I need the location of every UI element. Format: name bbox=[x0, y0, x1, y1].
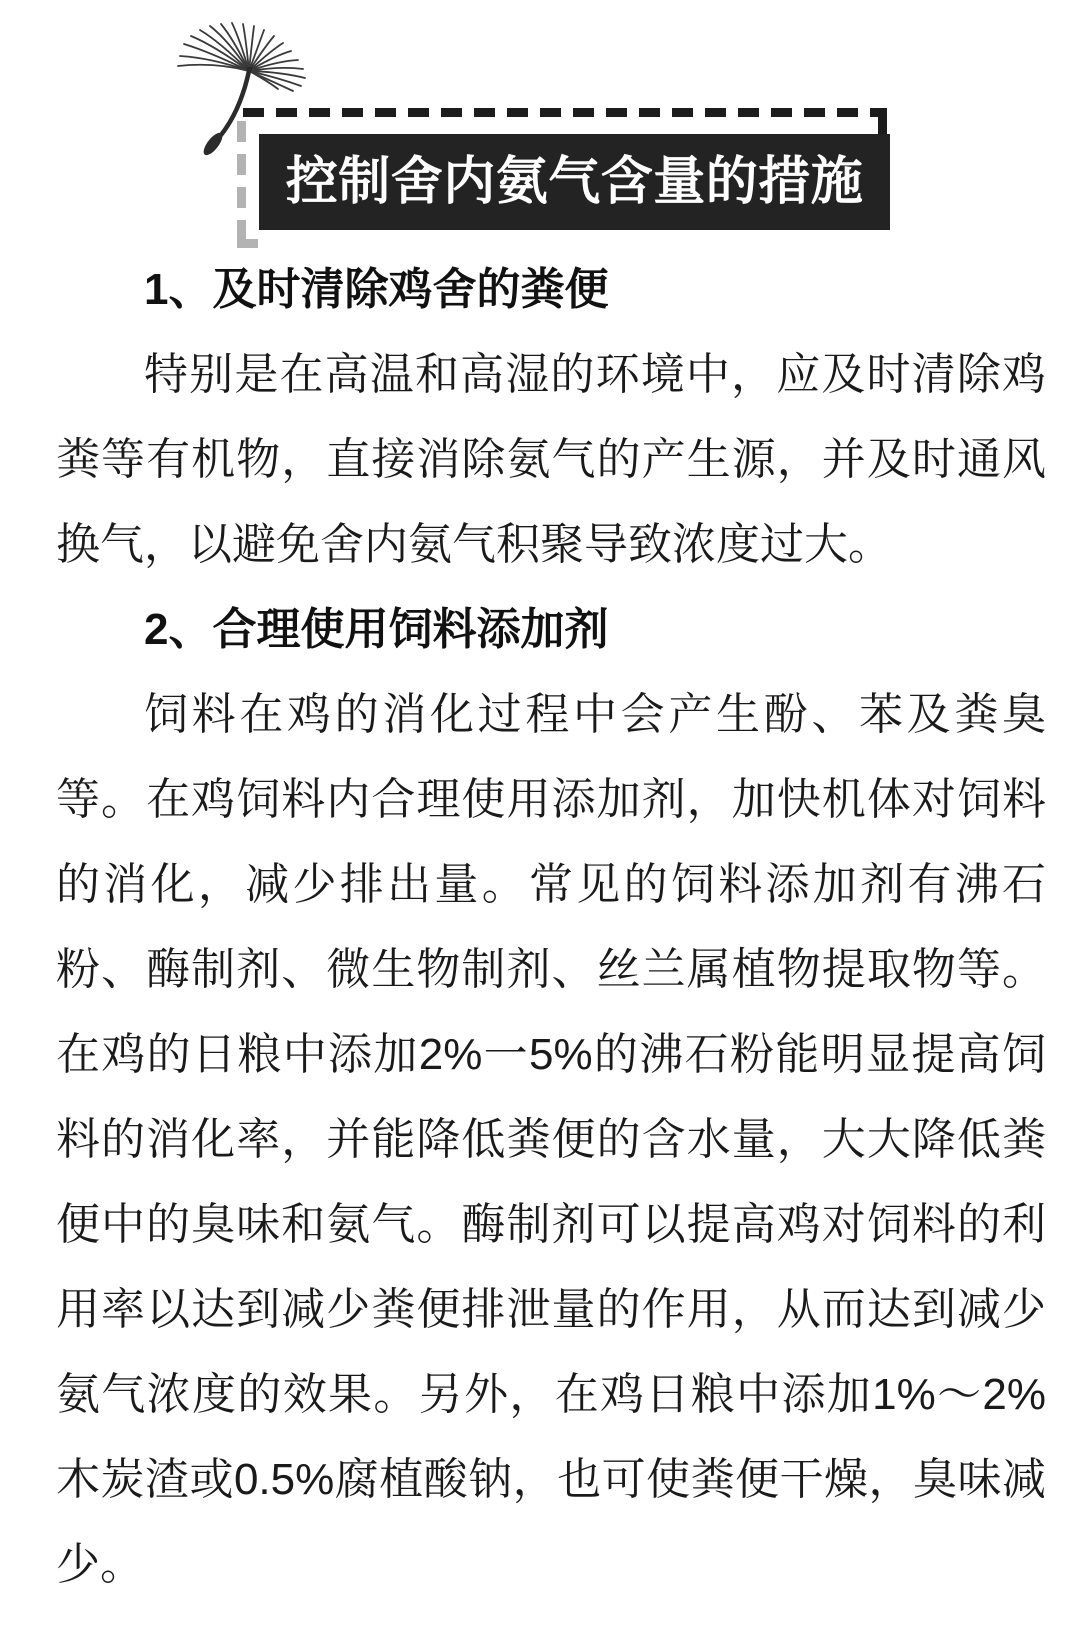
dashed-border-corner-bottom bbox=[237, 239, 258, 248]
article-body bbox=[56, 247, 1046, 1607]
section-2-paragraph: 饲料在鸡的消化过程中会产生酚、苯及粪臭等。在鸡饲料内合理使用添加剂，加快机体对饲料的消化，减少排出量。常见的饲料添加剂有沸石粉、酶制剂、微生物制剂、丝兰属植物提取物等。在鸡的日粮中添加2%一5%的沸石粉能明显提高饲料的消化率，并能降低粪便的含水量，大大降低粪便中的臭味和氨气。酶制剂可以提高鸡对饲料的利用率以达到减少粪便排泄量的作用，从而达到减少氨气浓度的效果。另外，在鸡日粮中添加1%～2%木炭渣或0.5%腐植酸钠，也可使粪便干燥，臭味减少。 bbox=[56, 690, 1046, 1589]
section-1-heading: 1、及时清除鸡舍的粪便 bbox=[144, 265, 609, 314]
page-title: 控制舍内氨气含量的措施 bbox=[285, 153, 864, 211]
section-2-heading: 2、合理使用饲料添加剂 bbox=[144, 605, 609, 654]
dandelion-icon bbox=[160, 22, 320, 167]
section-1-paragraph: 特别是在高温和高湿的环境中，应及时清除鸡粪等有机物，直接消除氨气的产生源，并及时通风换气，以避免舍内氨气积聚导致浓度过大。 bbox=[56, 350, 1046, 569]
title-banner bbox=[259, 134, 890, 230]
dashed-border-top bbox=[243, 108, 887, 117]
